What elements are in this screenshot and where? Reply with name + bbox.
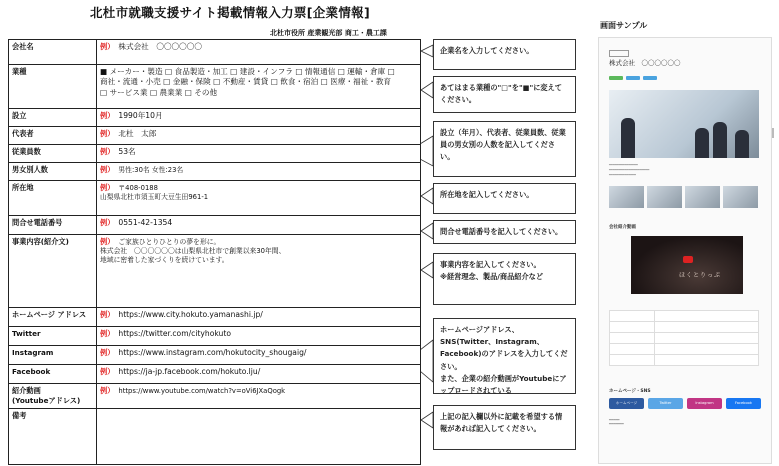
label-video-2: (Youtubeアドレス) xyxy=(12,395,81,405)
sample-intro-text: ━━━━━━━━━━━━━━━ ━━━━━━━━━━━━━━━━━━━━━ ━━━━━━━━━━━━━━ xyxy=(609,163,650,177)
sample-chip xyxy=(626,76,640,80)
sample-title: 画面サンプル xyxy=(600,21,648,30)
arrow-phone xyxy=(421,223,433,239)
label-phone: 問合せ電話番号 xyxy=(9,216,97,235)
field-phone[interactable] xyxy=(97,216,421,235)
sample-instagram-button: Instagram xyxy=(687,398,722,409)
field-video[interactable] xyxy=(97,384,421,409)
row-business xyxy=(9,235,421,308)
example-marker: 例） xyxy=(100,165,115,174)
example-marker: 例） xyxy=(100,183,115,192)
note-industry: あてはまる業種の"□"を"■"に変えてください。 xyxy=(433,76,576,113)
arrow-remarks xyxy=(421,412,433,428)
sample-sns-buttons xyxy=(609,398,764,410)
arrow-company xyxy=(421,45,433,57)
row-twitter xyxy=(9,327,421,346)
value-video: https://www.youtube.com/watch?v=oVi6JXaQogk xyxy=(118,387,286,395)
example-marker: 例） xyxy=(100,147,115,156)
sample-company: 株式会社 〇〇〇〇〇〇 xyxy=(609,59,681,67)
row-facebook xyxy=(9,365,421,384)
industry-line-2: 商社・流通・小売 □ 金融・保険 □ 不動産・賃貸 □ 飲食・宿泊 □ 医療・福祉・教育 xyxy=(100,77,392,87)
value-facebook: https://ja-jp.facebook.com/hokuto.lju/ xyxy=(118,367,261,376)
note-basic-info: 設立（年月）、代表者、従業員数、従業員の男女別の人数を記入してください。 xyxy=(433,121,576,177)
sample-facebook-button: Facebook xyxy=(726,398,761,409)
row-company xyxy=(9,40,421,65)
industry-line-1: ■ メーカー・製造 □ 食品製造・加工 □ 建設・インフラ □ 情報通信 □ 運輸・倉庫 □ xyxy=(100,67,395,76)
row-remarks xyxy=(9,409,421,465)
label-industry: 業種 xyxy=(9,65,97,109)
page-title: 北杜市就職支援サイト掲載情報入力票[企業情報] xyxy=(90,5,370,20)
example-marker: 例） xyxy=(100,348,115,357)
row-representative xyxy=(9,127,421,145)
note-address: 所在地を記入してください。 xyxy=(433,183,576,214)
arrow-industry xyxy=(421,82,433,98)
example-marker: 例） xyxy=(100,367,115,376)
note-remarks: 上記の記入欄以外に記載を希望する情報があれば記入してください。 xyxy=(433,405,576,450)
screen-sample xyxy=(598,37,772,464)
label-business: 事業内容(紹介文) xyxy=(9,235,97,308)
arrow-business xyxy=(421,262,433,278)
label-representative: 代表者 xyxy=(9,127,97,145)
row-video xyxy=(9,384,421,409)
play-icon xyxy=(683,256,693,263)
value-employees: 53名 xyxy=(118,147,136,156)
label-gender: 男女別人数 xyxy=(9,163,97,181)
field-representative[interactable] xyxy=(97,127,421,145)
sample-section-sns: ホームページ・SNS xyxy=(609,389,651,394)
label-homepage: ホームページ アドレス xyxy=(9,308,97,327)
note-business xyxy=(433,253,576,305)
note-sns-line-1: ホームページアドレス、SNS(Twitter、Instagram、Facebook)のアドレスを入力してください。 xyxy=(440,325,568,371)
label-remarks: 備考 xyxy=(9,409,97,465)
row-phone xyxy=(9,216,421,235)
field-instagram[interactable] xyxy=(97,346,421,365)
sample-info-table xyxy=(609,310,759,366)
value-homepage: https://www.city.hokuto.yamanashi.jp/ xyxy=(118,310,263,319)
field-established[interactable] xyxy=(97,109,421,127)
field-twitter[interactable] xyxy=(97,327,421,346)
note-business-line-2: ※経営理念、製品/商品紹介など xyxy=(440,272,544,282)
label-video xyxy=(9,384,97,409)
field-company[interactable] xyxy=(97,40,421,65)
label-instagram: Instagram xyxy=(9,346,97,365)
sample-hero-image xyxy=(609,90,759,158)
sample-section-video: 会社紹介動画 xyxy=(609,225,636,230)
field-remarks[interactable] xyxy=(97,409,421,465)
note-business-line-1: 事業内容を記入してください。 xyxy=(440,260,541,269)
sample-video-title: ほくとりっぷ xyxy=(679,272,722,279)
business-line-3: 地域に密着した家づくりを続けています。 xyxy=(100,256,229,265)
industry-line-3: □ サービス業 □ 農業業 □ その他 xyxy=(100,87,218,97)
note-sns xyxy=(433,318,576,394)
entry-form xyxy=(8,39,421,465)
row-homepage xyxy=(9,308,421,327)
field-address[interactable] xyxy=(97,181,421,216)
field-employees[interactable] xyxy=(97,145,421,163)
example-marker: 例） xyxy=(100,386,115,395)
example-marker: 例） xyxy=(100,237,115,246)
value-established: 1990年10月 xyxy=(118,111,163,120)
row-established xyxy=(9,109,421,127)
arrow-basic-info xyxy=(421,136,433,166)
sample-chip xyxy=(609,76,623,80)
sample-home-button: ホームページ xyxy=(609,398,644,409)
scroll-indicator xyxy=(772,128,774,138)
field-gender[interactable] xyxy=(97,163,421,181)
field-business[interactable] xyxy=(97,235,421,308)
note-phone: 問合せ電話番号を記入してください。 xyxy=(433,220,576,244)
example-marker: 例） xyxy=(100,129,115,138)
sample-misc-text: ━━━━━ ━━━━━━━ xyxy=(609,418,624,426)
label-video-1: 紹介動画 xyxy=(12,386,41,395)
label-facebook: Facebook xyxy=(9,365,97,384)
label-company: 会社名 xyxy=(9,40,97,65)
example-marker: 例） xyxy=(100,42,115,51)
note-company: 企業名を入力してください。 xyxy=(433,39,576,70)
department: 北杜市役所 産業観光部 商工・農工課 xyxy=(270,29,387,37)
row-employees xyxy=(9,145,421,163)
business-line-2: 株式会社 〇〇〇〇〇〇は山梨県北杜市で創業以来30年間、 xyxy=(100,247,286,256)
sample-video xyxy=(631,236,743,294)
value-instagram: https://www.instagram.com/hokutocity_shougaig/ xyxy=(118,348,307,357)
example-marker: 例） xyxy=(100,218,115,227)
example-marker: 例） xyxy=(100,329,115,338)
example-marker: 例） xyxy=(100,111,115,120)
label-address: 所在地 xyxy=(9,181,97,216)
label-employees: 従業員数 xyxy=(9,145,97,163)
arrow-address xyxy=(421,188,433,204)
row-gender xyxy=(9,163,421,181)
sample-twitter-button: Twitter xyxy=(648,398,683,409)
note-sns-line-2: また、企業の紹介動画がYoutubeにアップロードされている xyxy=(440,373,567,396)
value-zip: 〒408-0188 xyxy=(118,184,158,192)
sample-tag xyxy=(609,50,629,57)
value-twitter: https://twitter.com/cityhokuto xyxy=(118,329,231,338)
business-line-1: ご家族ひとりひとりの夢を形に。 xyxy=(118,238,221,246)
row-industry xyxy=(9,65,421,109)
field-homepage[interactable] xyxy=(97,308,421,327)
sample-thumbnails xyxy=(609,186,759,208)
example-marker: 例） xyxy=(100,310,115,319)
row-instagram xyxy=(9,346,421,365)
value-gender: 男性:30名 女性:23名 xyxy=(118,166,184,174)
field-facebook[interactable] xyxy=(97,365,421,384)
value-address: 山梨県北杜市須玉町大豆生田961-1 xyxy=(100,193,209,202)
row-address xyxy=(9,181,421,216)
label-twitter: Twitter xyxy=(9,327,97,346)
arrow-sns xyxy=(421,340,433,382)
sample-chip xyxy=(643,76,657,80)
value-company: 株式会社 〇〇〇〇〇〇 xyxy=(118,42,202,51)
notes-column xyxy=(421,0,591,466)
value-phone: 0551-42-1354 xyxy=(118,218,173,227)
value-representative: 北杜 太郎 xyxy=(118,129,157,138)
label-established: 設立 xyxy=(9,109,97,127)
field-industry[interactable] xyxy=(97,65,421,109)
